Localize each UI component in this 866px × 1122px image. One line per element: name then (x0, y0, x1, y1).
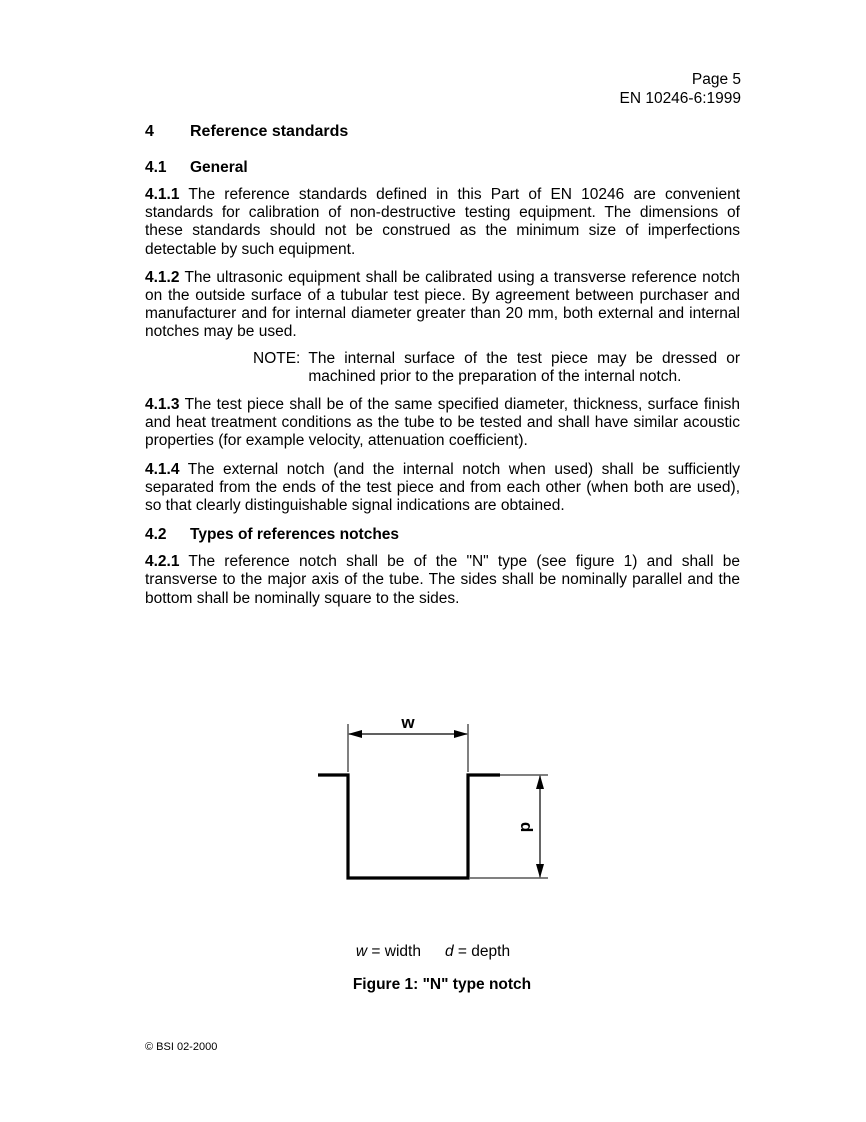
clause-number: 4.1.2 (145, 268, 180, 286)
legend-w-text: = width (367, 943, 421, 960)
notch-diagram (300, 700, 580, 900)
clause-text: The test piece shall be of the same specified diameter, thickness, surface finish and heat treatment conditions as the tube to be tested and shall have similar acoustic properties (for example velocity, attenuation coefficient). (145, 396, 741, 450)
clause-number: 4.2.1 (145, 553, 180, 571)
note-line-1: The internal surface of the test piece may be dressed or (308, 349, 740, 367)
section-number: 4.1 (145, 159, 167, 176)
main-content (145, 122, 740, 618)
section-title: General (190, 159, 248, 176)
legend-w-symbol: w (355, 943, 368, 960)
section-number: 4 (145, 123, 154, 140)
paragraph-4-1-1 (145, 186, 740, 259)
clause-text: The reference notch shall be of the "N" type (see figure 1) and shall be transverse to the major axis of the tube. The sides shall be nominally parallel and the bottom shall be nominally square to the sides. (145, 553, 741, 607)
section-heading-4-2 (145, 525, 740, 545)
section-title: Reference standards (190, 123, 349, 140)
notch-figure (300, 700, 580, 900)
width-label: w (401, 713, 415, 732)
document-id: EN 10246-6:1999 (619, 90, 741, 107)
clause-number: 4.1.1 (145, 186, 180, 203)
section-title: Types of references notches (190, 526, 400, 544)
notch-profile (318, 775, 500, 878)
figure-legend (0, 942, 866, 961)
clause-number: 4.1.4 (145, 460, 180, 478)
clause-number: 4.1.3 (145, 396, 180, 414)
note-text (308, 350, 740, 386)
legend-d-symbol: d (444, 943, 454, 960)
paragraph-4-2-1 (145, 553, 740, 608)
note-line-2: machined prior to the preparation of the internal notch. (308, 367, 682, 385)
figure-caption: Figure 1: "N" type notch (352, 976, 532, 993)
section-number: 4.2 (145, 526, 167, 544)
clause-text: The ultrasonic equipment shall be calibrated using a transverse reference notch on the outside surface of a tubular test piece. By agreement between purchaser and manufacturer and for internal diameter greater than 20 mm, both external and internal notches may be used. (145, 268, 740, 341)
page-number: Page 5 (691, 71, 741, 88)
paragraph-4-1-4 (145, 461, 740, 516)
footer-copyright: © BSI 02-2000 (145, 1041, 218, 1053)
clause-text: The external notch (and the internal notch when used) shall be sufficiently separated from the ends of the test piece and from each other (when both are used), so that clearly distinguishable signal indications are obtained. (145, 460, 740, 515)
paragraph-4-1-2 (145, 269, 740, 342)
paragraph-4-1-3 (145, 396, 740, 451)
legend-d-text: = depth (453, 943, 511, 960)
note-block (253, 350, 740, 386)
section-heading-4-1 (145, 158, 740, 178)
note-label: NOTE: (253, 349, 301, 367)
clause-text: The reference standards defined in this Part of EN 10246 are convenient standards for calibration of non-destructive testing equipment. The dimensions of these standards should not be construed as the minimum size of imperfections detectable by such equipment. (145, 186, 741, 258)
page-header (619, 70, 741, 108)
depth-label: d (517, 821, 536, 833)
section-heading-4 (145, 122, 740, 142)
